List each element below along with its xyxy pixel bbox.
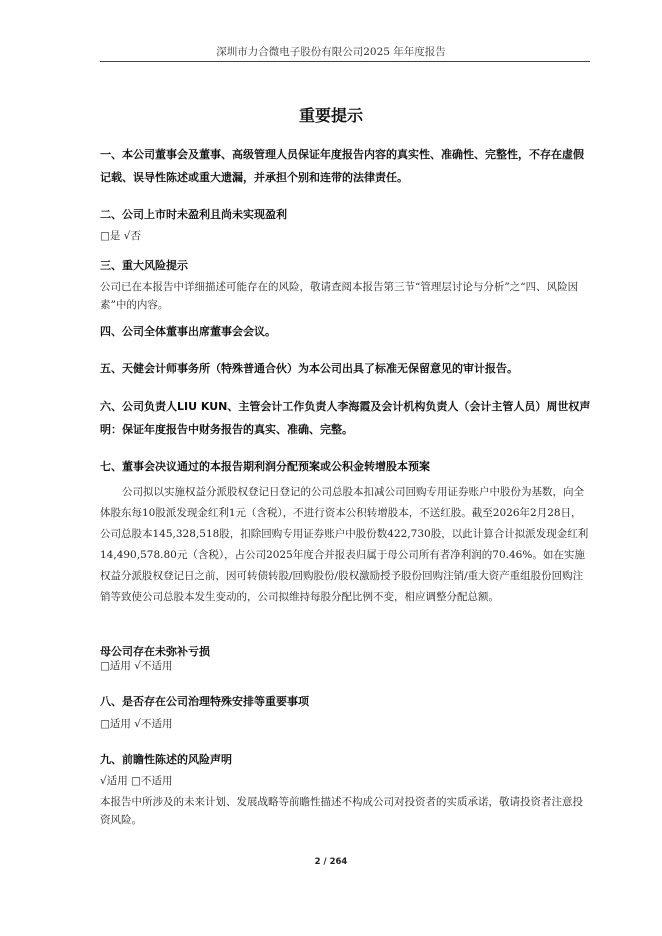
section-5-statement: 五、天健会计师事务所（特殊普通合伙）为本公司出具了标准无保留意见的审计报告。 — [100, 362, 518, 375]
section-6-statement: 六、公司负责人LIU KUN、主管会计工作负责人李海霞及会计机构负责人（会计主管人员）周世权声明：保证年度报告中财务报告的真实、准确、完整。 — [100, 400, 591, 436]
section-7-body: 公司拟以实施权益分派股权登记日登记的公司总股本扣减公司回购专用证券账户中股份为基数，向全体股东每10股派发现金红利1元（含税），不进行资本公积转增股本，不送红股。截至2026年2月28日，公司总股本145,328,518股，扣除回购专用证券账户中股份数422,730股，以此计算合计拟派发现金红利14,490,578.80元（含税），占公司2025年度合并报表归属于母公司所有者净利润的70.46%。如在实施权益分派股权登记日之前，因可转债转股/回购股份/股权激励授予股份回购注销/重大资产重组股份回购注销等致使公司总股本发生变动的，公司拟维持每股分配比例不变，相应调整分配总额。 — [100, 486, 589, 603]
section-2-options: □是 √否 — [100, 230, 141, 242]
section-9-heading: 九、前瞻性陈述的风险声明 — [100, 753, 232, 766]
parent-loss-options: □适用 √不适用 — [100, 660, 173, 672]
section-2-heading: 二、公司上市时未盈利且尚未实现盈利 — [100, 208, 287, 221]
section-8-heading: 八、是否存在公司治理特殊安排等重要事项 — [100, 695, 309, 708]
section-4-statement: 四、公司全体董事出席董事会会议。 — [100, 325, 276, 338]
header-divider — [100, 61, 590, 62]
section-1-statement: 一、本公司董事会及董事、高级管理人员保证年度报告内容的真实性、准确性、完整性，不存在虚假记载、误导性陈述或重大遗漏，并承担个别和连带的法律责任。 — [100, 148, 584, 184]
section-7-heading: 七、董事会决议通过的本报告期利润分配预案或公积金转增股本预案 — [100, 460, 430, 473]
parent-loss-heading: 母公司存在未弥补亏损 — [100, 645, 210, 658]
section-3-heading: 三、重大风险提示 — [100, 259, 188, 272]
page-number: 2 / 264 — [314, 857, 348, 867]
section-8-options: □适用 √不适用 — [100, 718, 173, 730]
section-9-body: 本报告中所涉及的未来计划、发展战略等前瞻性描述不构成公司对投资者的实质承诺，敬请投资者注意投资风险。 — [100, 796, 583, 826]
section-3-body: 公司已在本报告中详细描述可能存在的风险，敬请查阅本报告第三节“管理层讨论与分析”之“四、风险因素”中的内容。 — [100, 281, 579, 311]
page-header: 深圳市力合微电子股份有限公司2025 年年度报告 — [216, 46, 446, 58]
section-9-options: √适用 □不适用 — [100, 775, 173, 787]
page-title: 重要提示 — [298, 106, 363, 125]
